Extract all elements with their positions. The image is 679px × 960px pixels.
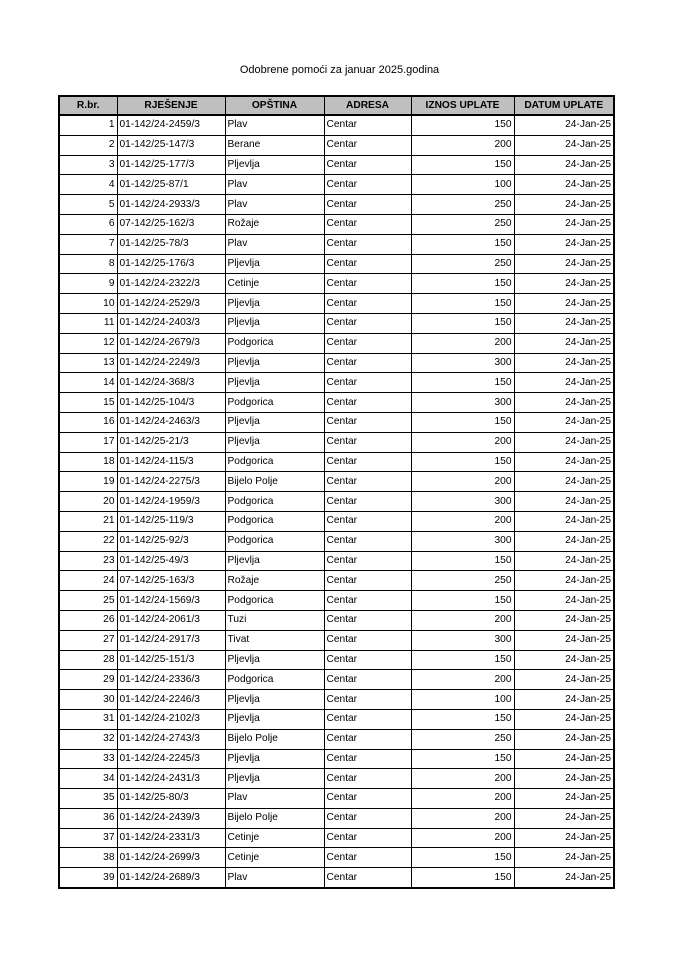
cell-rbr: 6 [59,214,117,234]
table-row [59,432,614,452]
cell-iznos: 200 [411,511,514,531]
cell-iznos: 150 [411,234,514,254]
cell-rjesenje: 01-142/24-2679/3 [117,333,225,353]
table-row [59,254,614,274]
cell-iznos: 250 [411,729,514,749]
cell-rbr: 28 [59,650,117,670]
cell-adresa: Centar [324,313,411,333]
cell-iznos: 250 [411,571,514,591]
cell-datum: 24-Jan-25 [514,313,614,333]
cell-rjesenje: 01-142/24-2245/3 [117,749,225,769]
cell-adresa: Centar [324,551,411,571]
cell-rbr: 2 [59,135,117,155]
cell-rjesenje: 01-142/24-2102/3 [117,709,225,729]
cell-rbr: 18 [59,452,117,472]
cell-datum: 24-Jan-25 [514,333,614,353]
table-row [59,333,614,353]
cell-datum: 24-Jan-25 [514,650,614,670]
cell-adresa: Centar [324,115,411,135]
cell-datum: 24-Jan-25 [514,789,614,809]
cell-iznos: 300 [411,492,514,512]
column-header-rbr: R.br. [59,96,117,115]
cell-iznos: 150 [411,373,514,393]
cell-rjesenje: 01-142/24-2246/3 [117,690,225,710]
cell-opstina: Bijelo Polje [225,729,324,749]
cell-iznos: 150 [411,452,514,472]
cell-iznos: 150 [411,650,514,670]
cell-iznos: 300 [411,353,514,373]
cell-datum: 24-Jan-25 [514,571,614,591]
cell-rjesenje: 01-142/24-2463/3 [117,412,225,432]
cell-datum: 24-Jan-25 [514,393,614,413]
cell-rjesenje: 01-142/24-2275/3 [117,472,225,492]
cell-iznos: 250 [411,254,514,274]
cell-rbr: 30 [59,690,117,710]
cell-datum: 24-Jan-25 [514,452,614,472]
cell-rbr: 36 [59,808,117,828]
cell-rjesenje: 01-142/24-2529/3 [117,294,225,314]
cell-rjesenje: 01-142/25-177/3 [117,155,225,175]
table-row [59,195,614,215]
cell-adresa: Centar [324,274,411,294]
cell-opstina: Pljevlja [225,254,324,274]
cell-iznos: 200 [411,828,514,848]
table-row [59,234,614,254]
cell-iznos: 250 [411,195,514,215]
table-row [59,353,614,373]
cell-adresa: Centar [324,828,411,848]
cell-adresa: Centar [324,769,411,789]
cell-datum: 24-Jan-25 [514,551,614,571]
cell-adresa: Centar [324,254,411,274]
cell-datum: 24-Jan-25 [514,848,614,868]
cell-rjesenje: 07-142/25-162/3 [117,214,225,234]
cell-rjesenje: 01-142/24-2403/3 [117,313,225,333]
cell-opstina: Cetinje [225,274,324,294]
cell-datum: 24-Jan-25 [514,749,614,769]
cell-adresa: Centar [324,393,411,413]
cell-adresa: Centar [324,729,411,749]
table-row [59,373,614,393]
cell-adresa: Centar [324,789,411,809]
cell-datum: 24-Jan-25 [514,868,614,888]
cell-iznos: 150 [411,313,514,333]
table-row [59,492,614,512]
table-row [59,690,614,710]
table-body [59,115,614,888]
cell-adresa: Centar [324,749,411,769]
cell-rbr: 39 [59,868,117,888]
cell-rjesenje: 01-142/24-2689/3 [117,868,225,888]
cell-rjesenje: 01-142/25-78/3 [117,234,225,254]
column-header-datum-uplate: DATUM UPLATE [514,96,614,115]
cell-adresa: Centar [324,868,411,888]
cell-opstina: Bijelo Polje [225,808,324,828]
cell-opstina: Tivat [225,630,324,650]
table-row [59,135,614,155]
table-row [59,650,614,670]
cell-opstina: Podgorica [225,492,324,512]
cell-rjesenje: 01-142/24-2699/3 [117,848,225,868]
cell-rbr: 19 [59,472,117,492]
cell-rbr: 25 [59,591,117,611]
cell-iznos: 200 [411,610,514,630]
table-row [59,571,614,591]
cell-opstina: Plav [225,234,324,254]
table-row [59,591,614,611]
cell-datum: 24-Jan-25 [514,294,614,314]
cell-iznos: 200 [411,333,514,353]
cell-opstina: Tuzi [225,610,324,630]
cell-opstina: Pljevlja [225,650,324,670]
cell-iznos: 150 [411,155,514,175]
cell-rbr: 33 [59,749,117,769]
table-row [59,175,614,195]
cell-adresa: Centar [324,808,411,828]
cell-adresa: Centar [324,848,411,868]
cell-rbr: 5 [59,195,117,215]
cell-adresa: Centar [324,630,411,650]
cell-adresa: Centar [324,650,411,670]
cell-opstina: Cetinje [225,828,324,848]
cell-iznos: 300 [411,393,514,413]
table-row [59,274,614,294]
cell-rjesenje: 01-142/24-2431/3 [117,769,225,789]
cell-opstina: Rožaje [225,571,324,591]
cell-rbr: 27 [59,630,117,650]
cell-rbr: 12 [59,333,117,353]
cell-rbr: 3 [59,155,117,175]
cell-rjesenje: 01-142/24-2933/3 [117,195,225,215]
cell-iznos: 150 [411,749,514,769]
cell-iznos: 200 [411,789,514,809]
table-row [59,115,614,135]
cell-iznos: 100 [411,175,514,195]
cell-datum: 24-Jan-25 [514,591,614,611]
cell-opstina: Pljevlja [225,551,324,571]
cell-rjesenje: 01-142/24-2249/3 [117,353,225,373]
cell-datum: 24-Jan-25 [514,610,614,630]
cell-rjesenje: 01-142/25-147/3 [117,135,225,155]
cell-rjesenje: 01-142/24-1569/3 [117,591,225,611]
cell-datum: 24-Jan-25 [514,511,614,531]
table-row [59,452,614,472]
cell-adresa: Centar [324,175,411,195]
cell-datum: 24-Jan-25 [514,729,614,749]
cell-opstina: Plav [225,195,324,215]
cell-adresa: Centar [324,412,411,432]
table-row [59,769,614,789]
cell-rbr: 32 [59,729,117,749]
cell-adresa: Centar [324,591,411,611]
cell-rjesenje: 01-142/24-1959/3 [117,492,225,512]
cell-iznos: 300 [411,531,514,551]
cell-iznos: 200 [411,670,514,690]
cell-rjesenje: 01-142/24-115/3 [117,452,225,472]
cell-adresa: Centar [324,571,411,591]
cell-opstina: Rožaje [225,214,324,234]
cell-opstina: Plav [225,789,324,809]
cell-datum: 24-Jan-25 [514,412,614,432]
cell-rjesenje: 01-142/25-92/3 [117,531,225,551]
cell-iznos: 150 [411,115,514,135]
cell-rjesenje: 01-142/25-49/3 [117,551,225,571]
table-row [59,670,614,690]
cell-rjesenje: 01-142/25-21/3 [117,432,225,452]
cell-datum: 24-Jan-25 [514,155,614,175]
cell-iznos: 150 [411,868,514,888]
cell-rjesenje: 01-142/24-2917/3 [117,630,225,650]
cell-rbr: 7 [59,234,117,254]
cell-rjesenje: 01-142/24-2743/3 [117,729,225,749]
cell-opstina: Podgorica [225,452,324,472]
cell-adresa: Centar [324,531,411,551]
cell-datum: 24-Jan-25 [514,254,614,274]
cell-rbr: 10 [59,294,117,314]
column-header-rjesenje: RJEŠENJE [117,96,225,115]
table-row [59,393,614,413]
cell-rbr: 23 [59,551,117,571]
cell-rbr: 22 [59,531,117,551]
table-row [59,729,614,749]
table-row [59,709,614,729]
cell-opstina: Podgorica [225,511,324,531]
cell-rbr: 37 [59,828,117,848]
cell-rbr: 35 [59,789,117,809]
payments-table [58,95,615,889]
table-row [59,868,614,888]
cell-datum: 24-Jan-25 [514,492,614,512]
cell-opstina: Pljevlja [225,313,324,333]
cell-adresa: Centar [324,492,411,512]
cell-iznos: 150 [411,274,514,294]
cell-rbr: 21 [59,511,117,531]
cell-opstina: Podgorica [225,591,324,611]
cell-iznos: 100 [411,690,514,710]
cell-rbr: 1 [59,115,117,135]
column-header-iznos-uplate: IZNOS UPLATE [411,96,514,115]
cell-adresa: Centar [324,353,411,373]
cell-rjesenje: 01-142/25-80/3 [117,789,225,809]
cell-datum: 24-Jan-25 [514,135,614,155]
cell-opstina: Plav [225,115,324,135]
cell-iznos: 150 [411,551,514,571]
cell-opstina: Pljevlja [225,412,324,432]
cell-iznos: 200 [411,135,514,155]
cell-adresa: Centar [324,234,411,254]
cell-iznos: 200 [411,432,514,452]
page-title: Odobrene pomoći za januar 2025.godina [239,64,440,76]
cell-rbr: 14 [59,373,117,393]
cell-rbr: 17 [59,432,117,452]
table-row [59,214,614,234]
cell-rbr: 15 [59,393,117,413]
cell-rbr: 31 [59,709,117,729]
cell-rjesenje: 01-142/24-2331/3 [117,828,225,848]
cell-rjesenje: 01-142/25-151/3 [117,650,225,670]
cell-datum: 24-Jan-25 [514,115,614,135]
cell-rbr: 34 [59,769,117,789]
cell-opstina: Pljevlja [225,155,324,175]
cell-opstina: Cetinje [225,848,324,868]
cell-datum: 24-Jan-25 [514,808,614,828]
cell-iznos: 300 [411,630,514,650]
cell-opstina: Pljevlja [225,373,324,393]
cell-adresa: Centar [324,610,411,630]
cell-iznos: 250 [411,214,514,234]
cell-iznos: 200 [411,769,514,789]
cell-opstina: Plav [225,175,324,195]
table-row [59,848,614,868]
cell-adresa: Centar [324,294,411,314]
cell-rbr: 24 [59,571,117,591]
cell-rbr: 26 [59,610,117,630]
cell-adresa: Centar [324,135,411,155]
cell-adresa: Centar [324,511,411,531]
cell-opstina: Pljevlja [225,432,324,452]
table-row [59,789,614,809]
cell-rjesenje: 01-142/24-2061/3 [117,610,225,630]
cell-iznos: 200 [411,808,514,828]
cell-rbr: 16 [59,412,117,432]
cell-rbr: 29 [59,670,117,690]
cell-adresa: Centar [324,452,411,472]
cell-rjesenje: 01-142/24-368/3 [117,373,225,393]
cell-datum: 24-Jan-25 [514,373,614,393]
cell-adresa: Centar [324,472,411,492]
cell-rbr: 9 [59,274,117,294]
cell-iznos: 150 [411,412,514,432]
table-row [59,808,614,828]
table-row [59,155,614,175]
cell-datum: 24-Jan-25 [514,769,614,789]
cell-adresa: Centar [324,373,411,393]
cell-datum: 24-Jan-25 [514,670,614,690]
cell-adresa: Centar [324,432,411,452]
table-row [59,472,614,492]
cell-rbr: 11 [59,313,117,333]
cell-rbr: 38 [59,848,117,868]
cell-opstina: Plav [225,868,324,888]
cell-opstina: Podgorica [225,333,324,353]
cell-iznos: 200 [411,472,514,492]
cell-opstina: Pljevlja [225,769,324,789]
table-header-row [59,96,614,115]
cell-rbr: 4 [59,175,117,195]
cell-opstina: Bijelo Polje [225,472,324,492]
cell-adresa: Centar [324,195,411,215]
cell-opstina: Podgorica [225,531,324,551]
cell-rjesenje: 01-142/24-2439/3 [117,808,225,828]
cell-rjesenje: 01-142/24-2336/3 [117,670,225,690]
cell-datum: 24-Jan-25 [514,274,614,294]
column-header-opstina: OPŠTINA [225,96,324,115]
table-row [59,828,614,848]
cell-datum: 24-Jan-25 [514,214,614,234]
cell-adresa: Centar [324,709,411,729]
cell-datum: 24-Jan-25 [514,630,614,650]
column-header-adresa: ADRESA [324,96,411,115]
cell-datum: 24-Jan-25 [514,709,614,729]
cell-datum: 24-Jan-25 [514,195,614,215]
cell-adresa: Centar [324,333,411,353]
cell-rbr: 8 [59,254,117,274]
table-row [59,531,614,551]
cell-datum: 24-Jan-25 [514,234,614,254]
cell-rjesenje: 07-142/25-163/3 [117,571,225,591]
cell-iznos: 150 [411,294,514,314]
cell-rjesenje: 01-142/24-2459/3 [117,115,225,135]
cell-adresa: Centar [324,155,411,175]
cell-rjesenje: 01-142/25-87/1 [117,175,225,195]
cell-rjesenje: 01-142/25-104/3 [117,393,225,413]
cell-datum: 24-Jan-25 [514,828,614,848]
table-row [59,749,614,769]
cell-datum: 24-Jan-25 [514,353,614,373]
cell-iznos: 150 [411,709,514,729]
cell-rjesenje: 01-142/25-176/3 [117,254,225,274]
cell-datum: 24-Jan-25 [514,432,614,452]
cell-datum: 24-Jan-25 [514,175,614,195]
table-row [59,610,614,630]
table-row [59,630,614,650]
cell-adresa: Centar [324,690,411,710]
cell-rbr: 20 [59,492,117,512]
cell-datum: 24-Jan-25 [514,531,614,551]
cell-rbr: 13 [59,353,117,373]
cell-adresa: Centar [324,670,411,690]
cell-opstina: Pljevlja [225,709,324,729]
table-row [59,313,614,333]
cell-opstina: Pljevlja [225,353,324,373]
cell-rjesenje: 01-142/24-2322/3 [117,274,225,294]
cell-opstina: Berane [225,135,324,155]
cell-opstina: Podgorica [225,670,324,690]
table-row [59,511,614,531]
table-row [59,551,614,571]
cell-datum: 24-Jan-25 [514,690,614,710]
table-row [59,294,614,314]
cell-opstina: Pljevlja [225,749,324,769]
cell-datum: 24-Jan-25 [514,472,614,492]
cell-adresa: Centar [324,214,411,234]
cell-iznos: 150 [411,848,514,868]
cell-opstina: Pljevlja [225,294,324,314]
cell-rjesenje: 01-142/25-119/3 [117,511,225,531]
cell-opstina: Pljevlja [225,690,324,710]
cell-iznos: 150 [411,591,514,611]
cell-opstina: Podgorica [225,393,324,413]
table-row [59,412,614,432]
